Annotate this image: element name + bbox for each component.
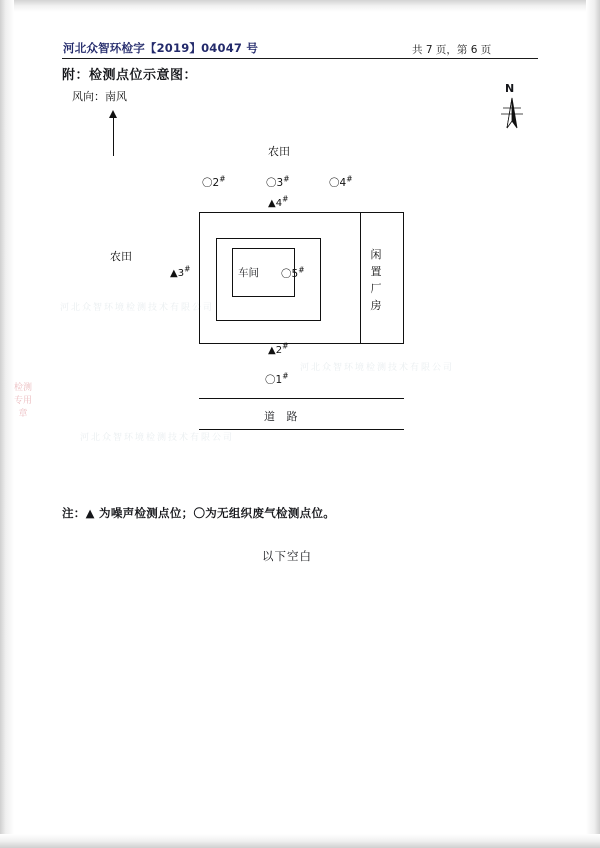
point-gas-1-label: 〇1 (265, 374, 283, 386)
road-label: 道 路 (264, 410, 302, 423)
header-divider (62, 58, 538, 59)
point-gas-4 (329, 175, 352, 190)
point-gas-2-label: 〇2 (202, 177, 220, 189)
point-noise-3-label: ▲3 (170, 268, 185, 279)
legend-note: 注：▲ 为噪声检测点位；〇为无组织废气检测点位。 (62, 506, 336, 520)
report-number: 河北众智环检字【2019】04047 号 (63, 41, 259, 55)
point-gas-1 (265, 372, 288, 387)
page-title: 附：检测点位示意图： (62, 68, 198, 83)
blank-below-note: 以下空白 (262, 549, 312, 563)
watermark: 河北众智环境检测技术有限公司 (300, 363, 455, 373)
point-gas-1-sup: # (282, 371, 289, 381)
point-noise-4-sup: # (282, 194, 289, 204)
road-line-top (199, 398, 404, 399)
watermark: 河北众智环境检测技术有限公司 (80, 433, 235, 443)
compass-north-label: N (505, 82, 515, 95)
point-noise-2 (268, 341, 289, 356)
point-gas-2 (202, 175, 225, 190)
point-noise-4-label: ▲4 (268, 198, 283, 209)
point-noise-2-label: ▲2 (268, 345, 283, 356)
wind-arrow-icon (113, 116, 114, 156)
point-gas-4-label: 〇4 (329, 177, 347, 189)
farmland-left-label: 农田 (110, 250, 132, 263)
page-count: 共 7 页，第 6 页 (412, 44, 492, 56)
point-gas-3-sup: # (283, 174, 290, 184)
point-gas-5-label: 〇5 (281, 268, 299, 280)
point-gas-4-sup: # (346, 174, 353, 184)
point-gas-3-label: 〇3 (266, 177, 284, 189)
point-gas-5 (281, 266, 304, 281)
watermark: 河北众智环境检测技术有限公司 (60, 303, 215, 313)
point-gas-5-sup: # (298, 265, 305, 275)
road-line-bottom (199, 429, 404, 430)
wind-direction-label: 风向：南风 (72, 90, 127, 103)
point-gas-3 (266, 175, 289, 190)
compass-icon (494, 84, 530, 132)
workshop-label: 车间 (238, 267, 259, 279)
farmland-top-label: 农田 (268, 145, 290, 158)
point-noise-3-sup: # (184, 264, 191, 274)
point-noise-3 (170, 264, 191, 279)
point-noise-4 (268, 194, 289, 209)
point-noise-2-sup: # (282, 341, 289, 351)
paper-edge-bottom (0, 834, 600, 848)
idle-plant-label: 闲置厂房 (370, 248, 382, 312)
paper-edge-top (0, 0, 600, 12)
paper-edge-right (586, 0, 600, 848)
point-gas-2-sup: # (219, 174, 226, 184)
red-stamp-remnant: 检测专用章 (13, 383, 32, 419)
